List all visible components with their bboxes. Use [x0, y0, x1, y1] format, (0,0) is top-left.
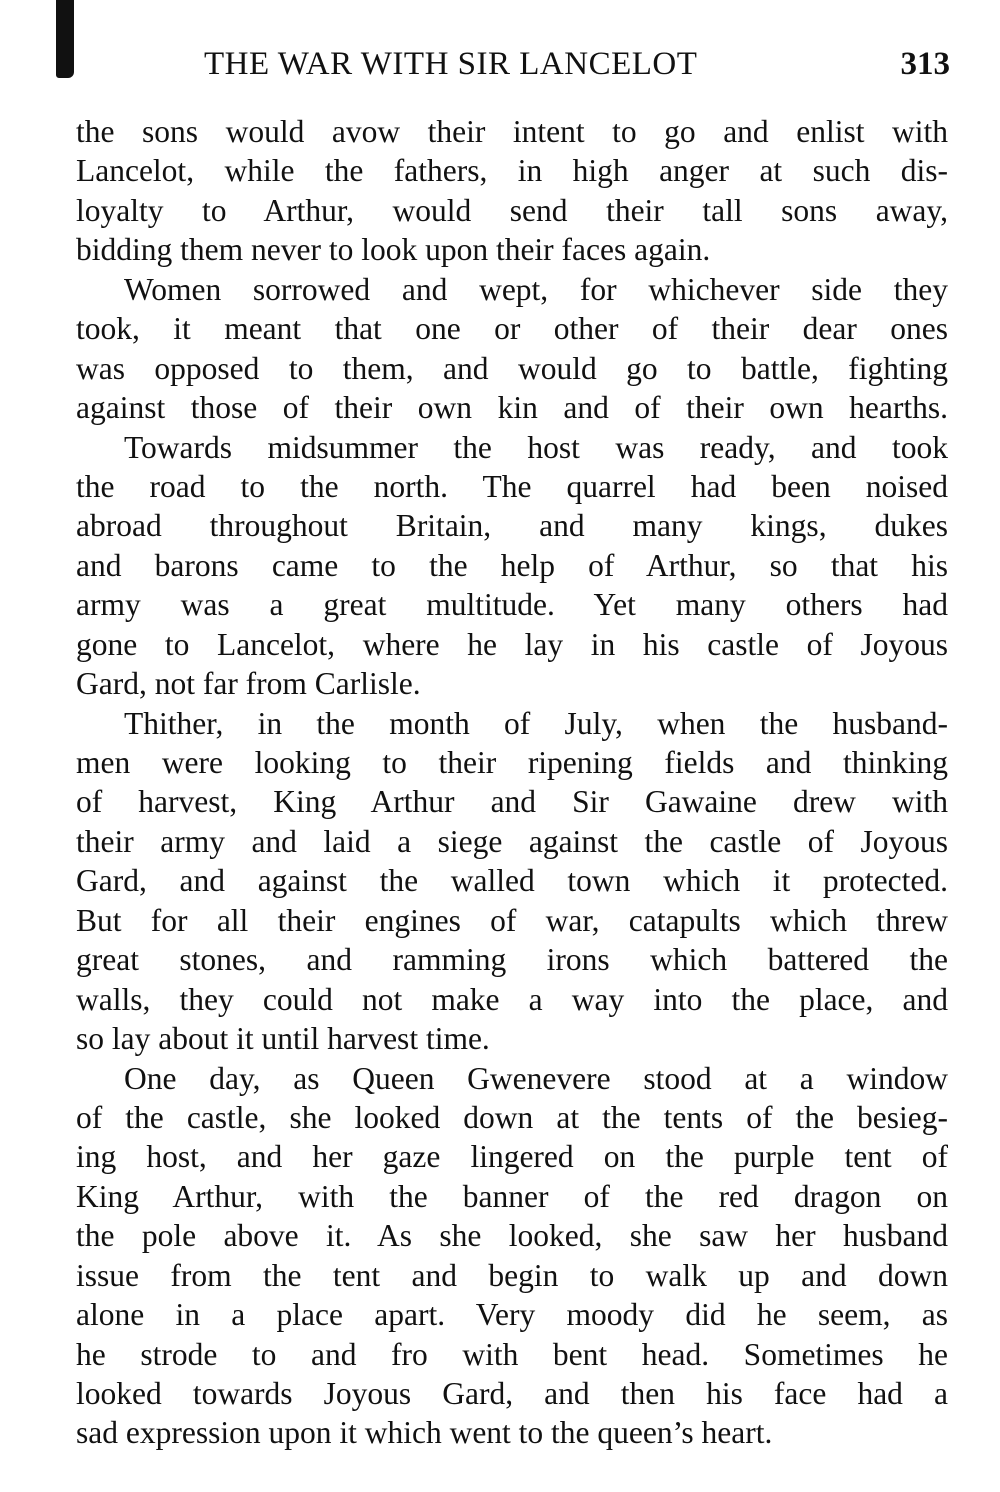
text-line: Thither, in the month of July, when the husband- [124, 705, 948, 741]
text-line: But for all their engines of war, catapults which threw [76, 902, 948, 938]
text-line: he strode to and fro with bent head. Sometimes he [76, 1336, 948, 1372]
text-line: of harvest, King Arthur and Sir Gawaine drew with [76, 784, 948, 820]
text-line: looked towards Joyous Gard, and then his face had a [76, 1376, 948, 1411]
text-line: Towards midsummer the host was ready, and took [124, 429, 948, 465]
text-line: issue from the tent and begin to walk up and down [76, 1257, 948, 1293]
text-line: of the castle, she looked down at the tents of the besieg- [76, 1099, 948, 1135]
text-line: the road to the north. The quarrel had been noised [76, 468, 948, 504]
body-text [76, 112, 948, 1453]
text-line: alone in a place apart. Very moody did he seem, as [76, 1297, 948, 1333]
text-line: Gard, not far from Carlisle. [76, 666, 421, 702]
text-line: the pole above it. As she looked, she saw her husband [76, 1218, 948, 1254]
text-line: men were looking to their ripening fields and thinking [76, 745, 948, 780]
running-head [76, 46, 950, 96]
page-edge-mark [56, 0, 74, 78]
text-line: great stones, and ramming irons which battered the [76, 942, 948, 978]
text-line: their army and laid a siege against the castle of Joyous [76, 823, 948, 859]
text-line: gone to Lancelot, where he lay in his castle of Joyous [76, 626, 948, 662]
text-line: walls, they could not make a way into the place, and [76, 981, 948, 1017]
text-line: One day, as Queen Gwenevere stood at a window [124, 1060, 948, 1096]
text-line: loyalty to Arthur, would send their tall sons away, [76, 192, 948, 228]
text-line: abroad throughout Britain, and many kings, dukes [76, 508, 948, 544]
text-line: the sons would avow their intent to go and enlist with [76, 114, 948, 149]
text-line: army was a great multitude. Yet many others had [76, 587, 948, 623]
page-number: 313 [900, 46, 950, 82]
text-line: Gard, and against the walled town which it protected. [76, 863, 948, 899]
running-title: THE WAR WITH SIR LANCELOT [204, 46, 698, 82]
text-line: King Arthur, with the banner of the red dragon on [76, 1178, 948, 1214]
text-line: and barons came to the help of Arthur, so that his [76, 547, 948, 583]
text-line: Lancelot, while the fathers, in high anger at such dis- [76, 153, 948, 189]
text-line: Women sorrowed and wept, for whichever side they [124, 271, 948, 307]
text-line: against those of their own kin and of their own hearths. [76, 390, 948, 426]
text-line: ing host, and her gaze lingered on the purple tent of [76, 1139, 948, 1175]
text-line: sad expression upon it which went to the queen’s heart. [76, 1415, 773, 1451]
text-line: so lay about it until harvest time. [76, 1021, 490, 1057]
text-line: bidding them never to look upon their faces again. [76, 232, 711, 268]
text-line: took, it meant that one or other of their dear ones [76, 311, 948, 347]
text-line: was opposed to them, and would go to battle, fighting [76, 350, 948, 386]
